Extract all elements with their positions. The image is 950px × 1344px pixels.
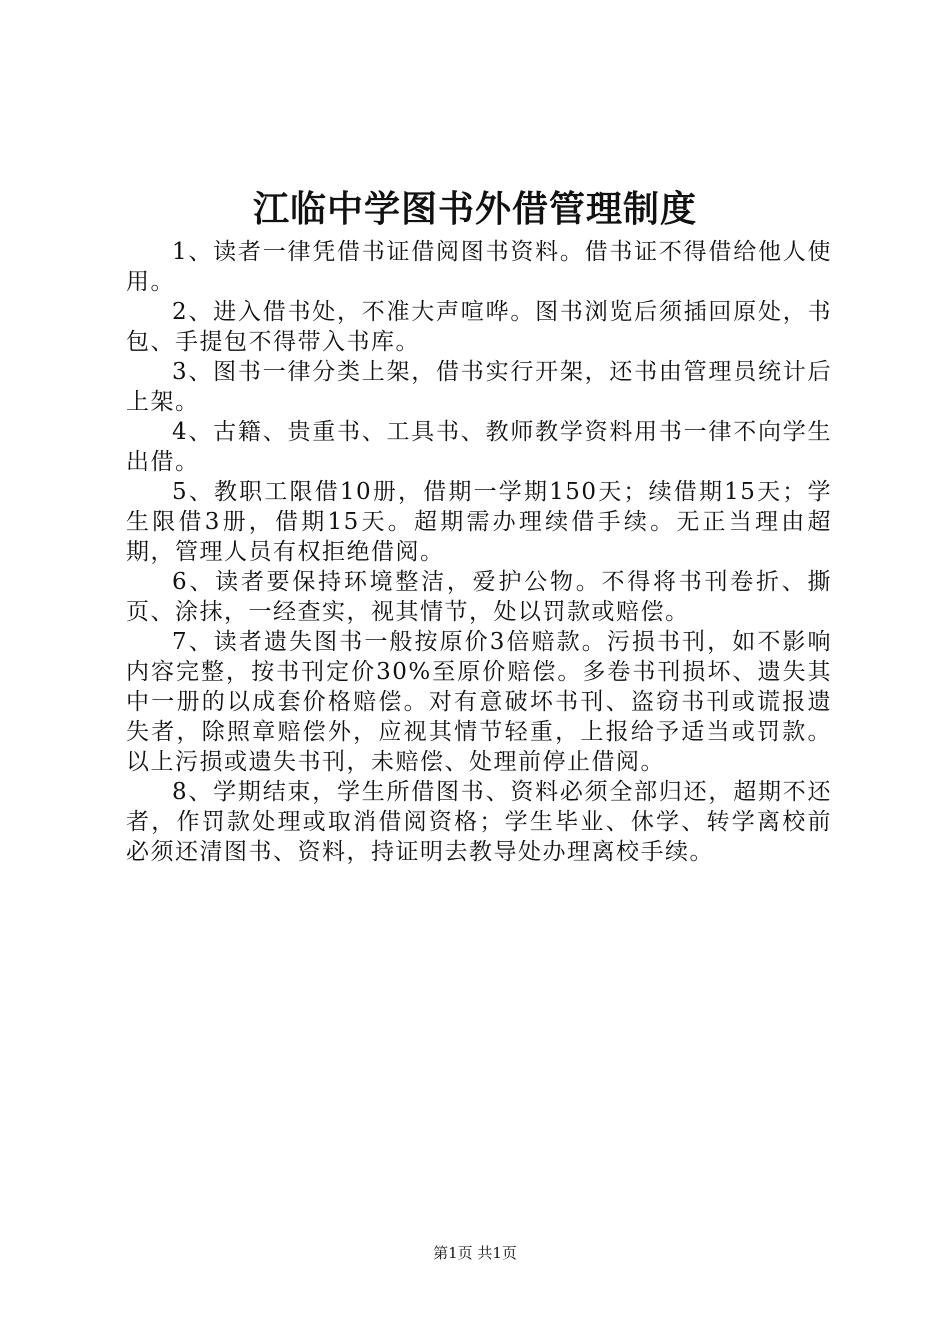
rule-paragraph-4: 4、古籍、贵重书、工具书、教师教学资料用书一律不向学生出借。 [126,419,832,475]
rule-paragraph-2: 2、进入借书处，不准大声喧哗。图书浏览后须插回原处，书包、手提包不得带入书库。 [126,299,832,355]
document-title: 江临中学图书外借管理制度 [252,188,697,230]
rule-paragraph-1: 1、读者一律凭借书证借阅图书资料。借书证不得借给他人使用。 [126,239,832,295]
rule-paragraph-7: 7、读者遗失图书一般按原价3倍赔款。污损书刊，如不影响内容完整，按书刊定价30%至原价赔偿。多卷书刊损坏、遗失其中一册的以成套价格赔偿。对有意破坏书刊、盗窃书刊或谎报遗失者，除照章赔偿外，应视其情节轻重，上报给予适当或罚款。以上污损或遗失书刊，未赔偿、处理前停止借阅。 [126,629,832,775]
rule-paragraph-8: 8、学期结束，学生所借图书、资料必须全部归还，超期不还者，作罚款处理或取消借阅资格；学生毕业、休学、转学离校前必须还清图书、资料，持证明去教导处办理离校手续。 [126,779,832,865]
rule-paragraph-6: 6、读者要保持环境整洁，爱护公物。不得将书刊卷折、撕页、涂抹，一经查实，视其情节，处以罚款或赔偿。 [126,569,832,625]
rule-paragraph-3: 3、图书一律分类上架，借书实行开架，还书由管理员统计后上架。 [126,359,832,415]
document-body [126,237,832,867]
page-footer: 第1页 共1页 [433,1244,517,1262]
rule-paragraph-5: 5、教职工限借10册，借期一学期150天；续借期15天；学生限借3册，借期15天。超期需办理续借手续。无正当理由超期，管理人员有权拒绝借阅。 [126,479,832,565]
